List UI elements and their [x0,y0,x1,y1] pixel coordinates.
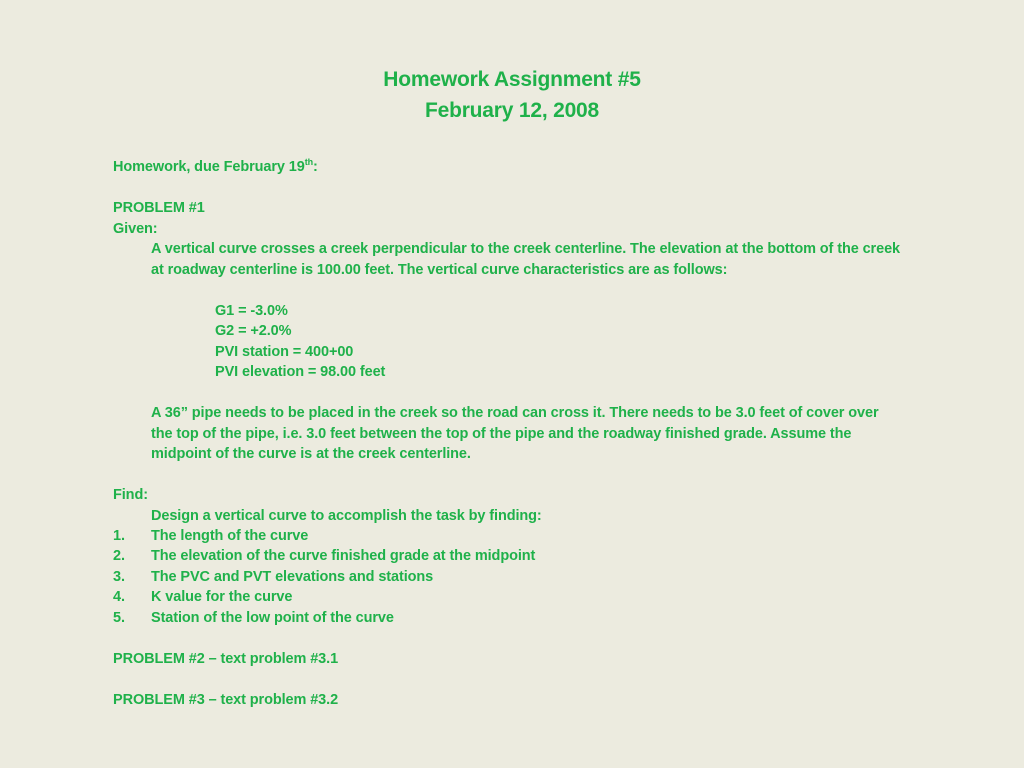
pipe-line-1: A 36” pipe needs to be placed in the creek so the road can cross it. There needs to be 3.0 feet of cover over [151,405,879,421]
find-item-text: The PVC and PVT elevations and stations [151,569,434,585]
problem-3-label: PROBLEM #3 – text problem #3.2 [113,692,339,708]
find-item [113,546,813,566]
find-item-number: 3. [113,569,125,585]
characteristic-g1: G1 = -3.0% [215,303,288,319]
homework-due-superscript: th [304,157,313,168]
document-title: Homework Assignment #5 [383,68,641,91]
homework-due-line [113,157,318,177]
find-label: Find: [113,487,148,503]
characteristic-pvi-station: PVI station = 400+00 [215,344,354,360]
given-line-1: A vertical curve crosses a creek perpendicular to the creek centerline. The elevation at the bottom of the creek [151,241,900,257]
find-item-number: 4. [113,589,125,605]
homework-due-suffix: : [313,159,318,175]
find-item [113,587,813,607]
given-label: Given: [113,221,158,237]
document-date: February 12, 2008 [424,99,600,122]
characteristic-g2: G2 = +2.0% [215,323,292,339]
problem-2-label: PROBLEM #2 – text problem #3.1 [113,651,339,667]
find-intro: Design a vertical curve to accomplish the task by finding: [151,508,542,524]
characteristic-pvi-elevation: PVI elevation = 98.00 feet [215,364,386,380]
find-item-text: Station of the low point of the curve [151,610,394,626]
find-item-text: The length of the curve [151,528,309,544]
problem-1-label: PROBLEM #1 [113,200,205,216]
find-item-number: 5. [113,610,125,626]
find-item [113,567,813,587]
find-item-number: 2. [113,548,125,564]
find-item [113,526,813,546]
pipe-line-3: midpoint of the curve is at the creek centerline. [151,446,471,462]
find-item-text: The elevation of the curve finished grade at the midpoint [151,548,536,564]
given-line-2: at roadway centerline is 100.00 feet. The vertical curve characteristics are as follows: [151,262,728,278]
find-item-number: 1. [113,528,125,544]
pipe-line-2: the top of the pipe, i.e. 3.0 feet between the top of the pipe and the roadway finished grade. Assume the [151,426,852,442]
find-item-text: K value for the curve [151,589,293,605]
find-item [113,608,813,628]
homework-due-text: Homework, due February 19 [113,159,305,175]
